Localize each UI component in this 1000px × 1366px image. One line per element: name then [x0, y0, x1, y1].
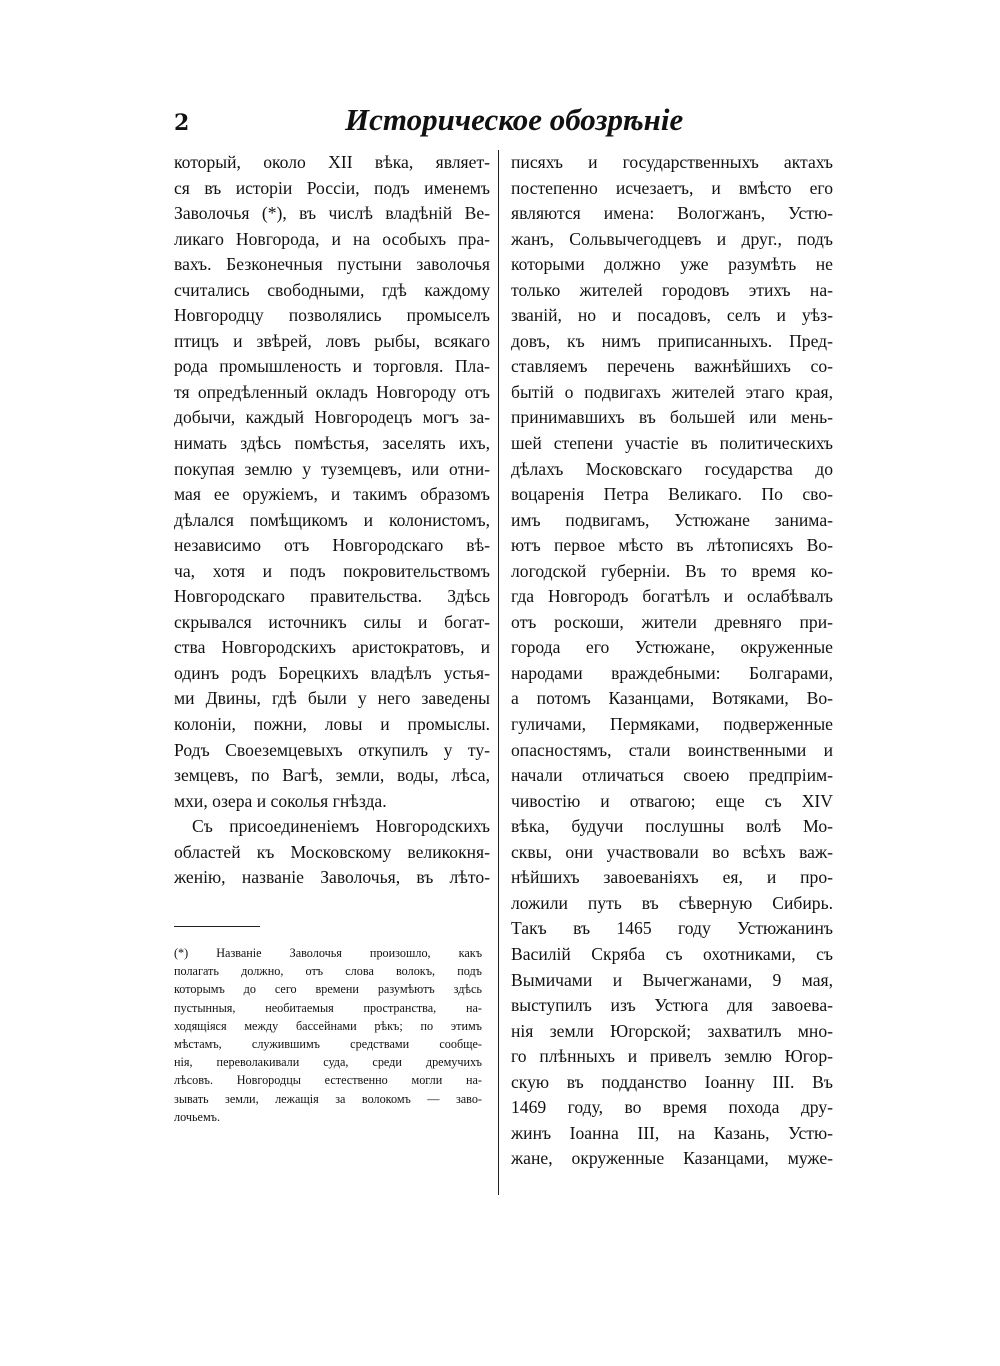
text-line: гуличами, Пермяками, подверженные: [511, 714, 833, 735]
text-line: нѣйшихъ завоеваніяхъ ея, и про-: [511, 867, 833, 888]
text-line: рода промышленость и торговля. Пла-: [174, 356, 490, 377]
text-line: одинъ родъ Борецкихъ владѣлъ устья-: [174, 662, 490, 683]
text-line: нимать здѣсь помѣстья, заселять ихъ,: [174, 433, 490, 454]
text-line: областей къ Московскому великокня-: [174, 841, 490, 862]
text-line: которыми должно уже разумѣть не: [511, 254, 833, 275]
text-line: Вымичами и Вычегжанами, 9 мая,: [511, 969, 833, 990]
left-column: [174, 150, 490, 891]
text-line: званій, но и посадовъ, селъ и уѣз-: [511, 305, 833, 326]
footnote-line: пустынныя, необитаемыя пространства, на-: [174, 1000, 482, 1015]
footnote-line: зывать земли, лежащія за волокомъ — заво-: [174, 1091, 482, 1106]
text-line: Заволочья (*), въ числѣ владѣній Ве-: [174, 203, 490, 224]
footnote-rule: [174, 926, 260, 927]
text-line: ютъ первое мѣсто въ лѣтописяхъ Во-: [511, 535, 833, 556]
footnote-line: полагать должно, отъ слова волокъ, подъ: [174, 964, 482, 979]
text-line: вахъ. Безконечныя пустыни заволочья: [174, 254, 490, 275]
text-line: постепенно исчезаетъ, и вмѣсто его: [511, 177, 833, 198]
column-divider: [498, 150, 499, 1195]
text-line: дѣлался помѣщикомъ и колонистомъ,: [174, 509, 490, 530]
text-line: птицъ и звѣрей, ловъ рыбы, всякаго: [174, 330, 490, 351]
text-line: женію, названіе Заволочья, въ лѣто-: [174, 867, 490, 888]
text-line: города его Устюжане, окруженные: [511, 637, 833, 658]
text-line: писяхъ и государственныхъ актахъ: [511, 152, 833, 172]
text-line: независимо отъ Новгородскаго вѣ-: [174, 535, 490, 556]
text-line: а потомъ Казанцами, Вотяками, Во-: [511, 688, 833, 709]
text-line: колоніи, пожни, ловы и промыслы.: [174, 714, 490, 735]
text-line: выступилъ изъ Устюга для завоева-: [511, 995, 833, 1016]
footnote-line: лочьемъ.: [174, 1109, 221, 1124]
text-line: считались свободными, гдѣ каждому: [174, 279, 490, 300]
text-line: добычи, каждый Новгородецъ могъ за-: [174, 407, 490, 428]
text-line: жанъ, Сольвычегодцевъ и друг., подъ: [511, 228, 833, 249]
text-line: довъ, къ нимъ приписанныхъ. Пред-: [511, 330, 833, 351]
text-line: скую въ подданство Іоанну III. Въ: [511, 1071, 833, 1092]
text-line: Василій Скряба съ охотниками, съ: [511, 943, 833, 964]
text-line: дѣлахъ Московскаго государства до: [511, 458, 833, 479]
text-line: гда Новгородъ богатѣлъ и ослабѣвалъ: [511, 586, 833, 607]
text-line: воцаренія Петра Великаго. По сво-: [511, 484, 833, 505]
text-line: начали отличаться своею предпріим-: [511, 765, 833, 786]
text-line: го плѣнныхъ и привелъ землю Югор-: [511, 1046, 833, 1067]
text-line: чивостію и отвагою; еще съ XIV: [511, 790, 833, 811]
text-line: Родъ Своеземцевыхъ откупилъ у ту-: [174, 739, 490, 760]
text-line: ми Двины, гдѣ были у него заведены: [174, 688, 490, 709]
text-line: который, около XII вѣка, являет-: [174, 152, 490, 172]
text-line: земцевъ, по Вагѣ, земли, воды, лѣса,: [174, 765, 490, 786]
text-line: покупая землю у туземцевъ, или отни-: [174, 458, 490, 479]
running-title: Историческое обозрѣніе: [345, 102, 684, 137]
text-line: сквы, они участвовали во всѣхъ важ-: [511, 841, 833, 862]
text-line: ложили путь въ сѣверную Сибирь.: [511, 892, 833, 913]
text-line: Такъ въ 1465 году Устюжанинъ: [511, 918, 833, 939]
footnote-line: (*) Названіе Заволочья произошло, какъ: [174, 946, 482, 960]
text-line: принимавшихъ въ большей или мень-: [511, 407, 833, 428]
text-line: имъ подвигамъ, Устюжане занима-: [511, 509, 833, 530]
text-line: 1469 году, во время похода дру-: [511, 1097, 833, 1118]
footnote-line: лѣсовъ. Новгородцы естественно могли на-: [174, 1073, 482, 1088]
text-line: являются имена: Вологжанъ, Устю-: [511, 203, 833, 224]
right-column: [511, 150, 833, 1172]
text-line: мхи, озера и соколья гнѣзда.: [174, 790, 387, 811]
text-line: тя опредѣленный окладъ Новгороду отъ: [174, 381, 490, 402]
footnote-line: мѣстамъ, служившимъ средствами сообще-: [174, 1036, 482, 1051]
text-line: нія земли Югорской; захватилъ мно-: [511, 1020, 833, 1041]
footnote-line: нія, переволакивали суда, среди дремучихъ: [174, 1055, 482, 1070]
page-number: 2: [174, 110, 190, 136]
text-line: Съ присоединеніемъ Новгородскихъ: [192, 816, 490, 837]
text-line: жане, окруженные Казанцами, муже-: [511, 1148, 833, 1169]
text-line: ча, хотя и подъ покровительствомъ: [174, 560, 490, 581]
text-line: Новгородскаго правительства. Здѣсь: [174, 586, 490, 607]
text-line: Новгородцу позволялись промыселъ: [174, 305, 490, 326]
text-line: логодской губерніи. Въ то время ко-: [511, 560, 833, 581]
text-line: народами враждебными: Болгарами,: [511, 662, 833, 683]
text-line: ся въ исторіи Россіи, подъ именемъ: [174, 177, 490, 198]
text-line: вѣка, будучи послушны волѣ Мо-: [511, 816, 833, 837]
footnote: [174, 944, 482, 1126]
text-line: отъ роскоши, жители древняго при-: [511, 611, 833, 632]
text-line: скрывался источникъ силы и богат-: [174, 611, 490, 632]
text-line: опасностямъ, стали воинственными и: [511, 739, 833, 760]
text-line: бытій о подвигахъ жителей этаго края,: [511, 381, 833, 402]
text-line: мая ее оружіемъ, и такимъ образомъ: [174, 484, 490, 505]
text-line: ства Новгородскихъ аристократовъ, и: [174, 637, 490, 658]
text-line: только жителей городовъ этихъ на-: [511, 279, 833, 300]
text-line: жинъ Іоанна III, на Казань, Устю-: [511, 1122, 833, 1143]
text-line: шей степени участіе въ политическихъ: [511, 433, 833, 454]
footnote-line: ходящіяся между бассейнами рѣкъ; по этимъ: [174, 1018, 482, 1033]
text-line: ставляемъ перечень важнѣйшихъ со-: [511, 356, 833, 377]
text-line: ликаго Новгорода, и на особыхъ пра-: [174, 228, 490, 249]
footnote-line: которымъ до сего времени разумѣютъ здѣсь: [174, 982, 482, 997]
